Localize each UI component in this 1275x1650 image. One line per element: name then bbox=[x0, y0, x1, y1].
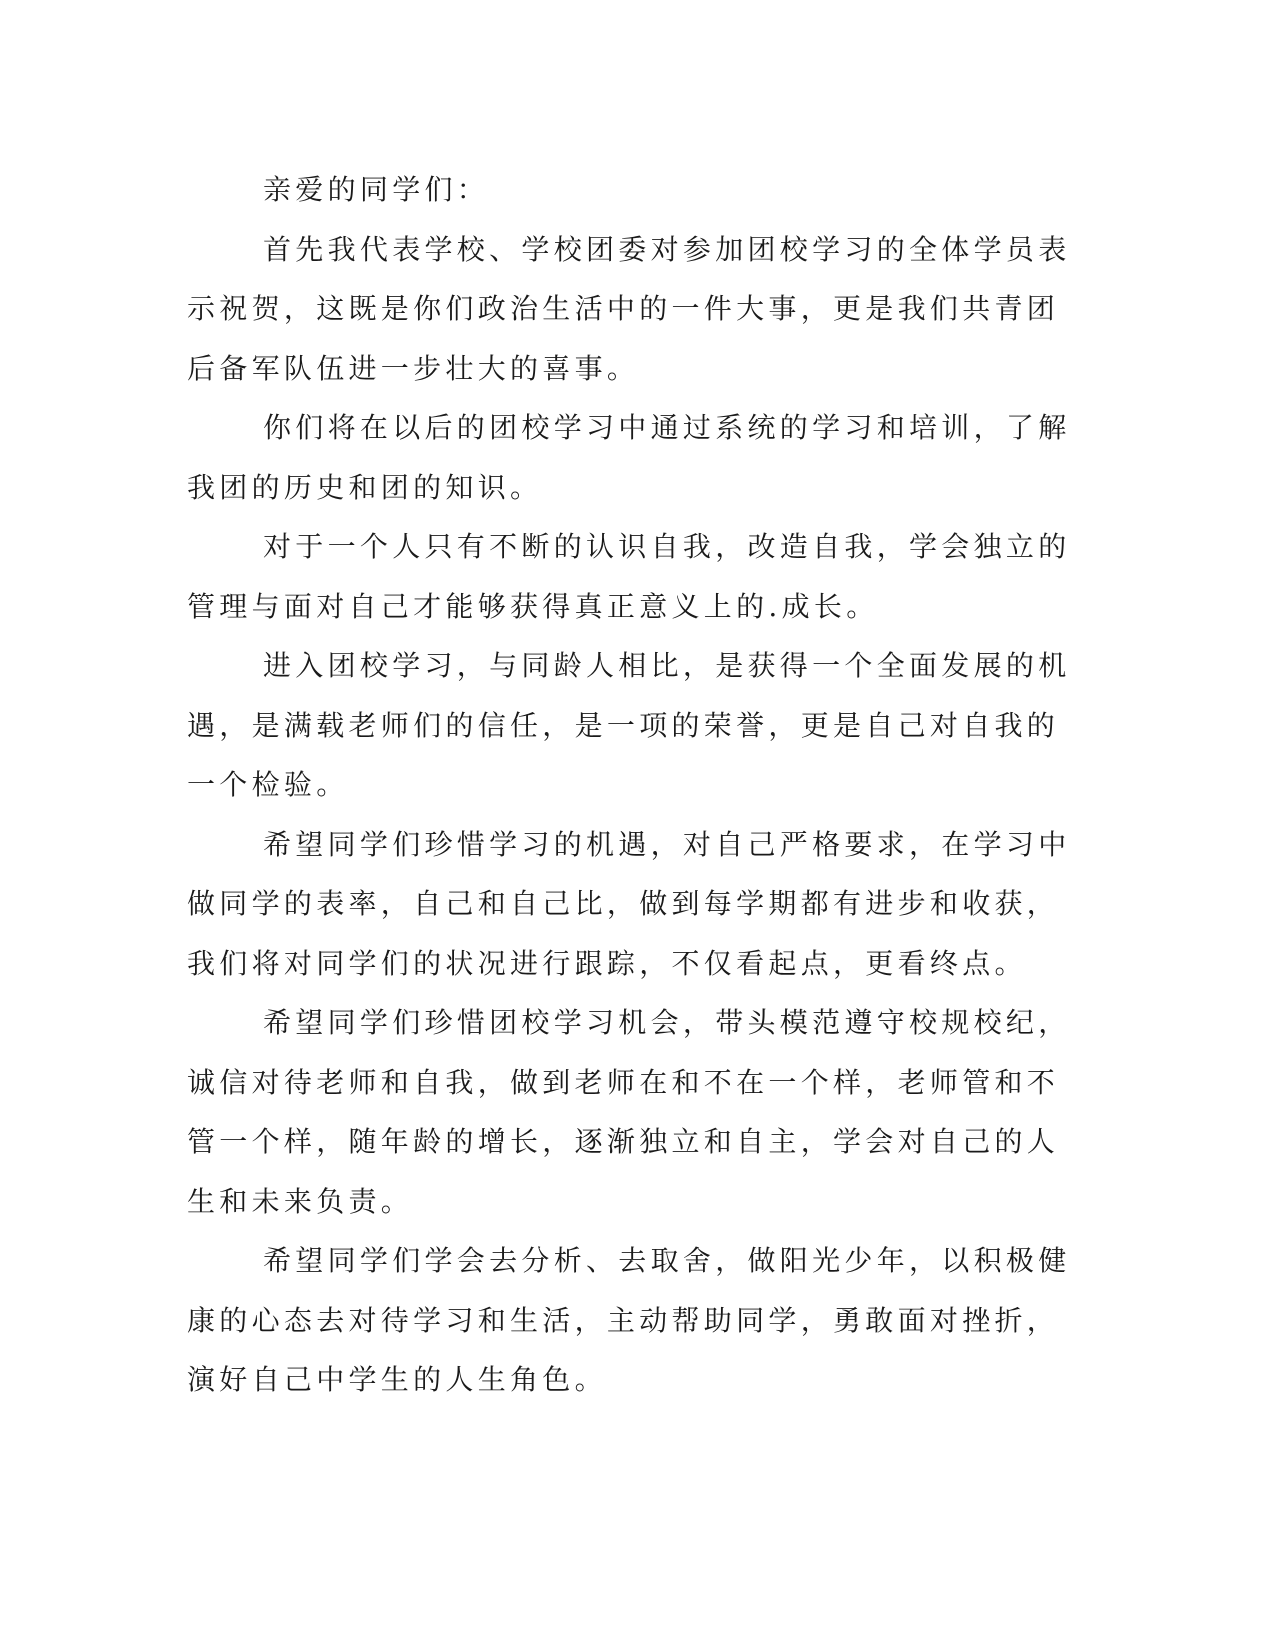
paragraph-self-growth: 对于一个人只有不断的认识自我，改造自我，学会独立的管理与面对自己才能够获得真正意义上的.成长。 bbox=[187, 530, 1071, 623]
paragraph-opportunity: 进入团校学习，与同龄人相比，是获得一个全面发展的机遇，是满载老师们的信任，是一项的荣誉，更是自己对自我的一个检验。 bbox=[187, 649, 1071, 801]
salutation: 亲爱的同学们： bbox=[263, 173, 490, 206]
paragraph-learning: 你们将在以后的团校学习中通过系统的学习和培训，了解我团的历史和团的知识。 bbox=[187, 411, 1071, 504]
document-body bbox=[187, 160, 1072, 1410]
paragraph-congratulations: 首先我代表学校、学校团委对参加团校学习的全体学员表示祝贺，这既是你们政治生活中的一件大事，更是我们共青团后备军队伍进一步壮大的喜事。 bbox=[187, 232, 1071, 385]
paragraph-hope-study: 希望同学们珍惜学习的机遇，对自己严格要求，在学习中做同学的表率，自己和自己比，做到每学期都有进步和收获，我们将对同学们的状况进行跟踪，不仅看起点，更看终点。 bbox=[187, 827, 1071, 980]
paragraph-hope-attitude: 希望同学们学会去分析、去取舍，做阳光少年，以积极健康的心态去对待学习和生活，主动帮助同学，勇敢面对挫折，演好自己中学生的人生角色。 bbox=[187, 1244, 1071, 1396]
paragraph-hope-discipline: 希望同学们珍惜团校学习机会，带头模范遵守校规校纪，诚信对待老师和自我，做到老师在和不在一个样，老师管和不管一个样，随年龄的增长，逐渐独立和自主，学会对自己的人生和未来负责。 bbox=[187, 1006, 1071, 1218]
